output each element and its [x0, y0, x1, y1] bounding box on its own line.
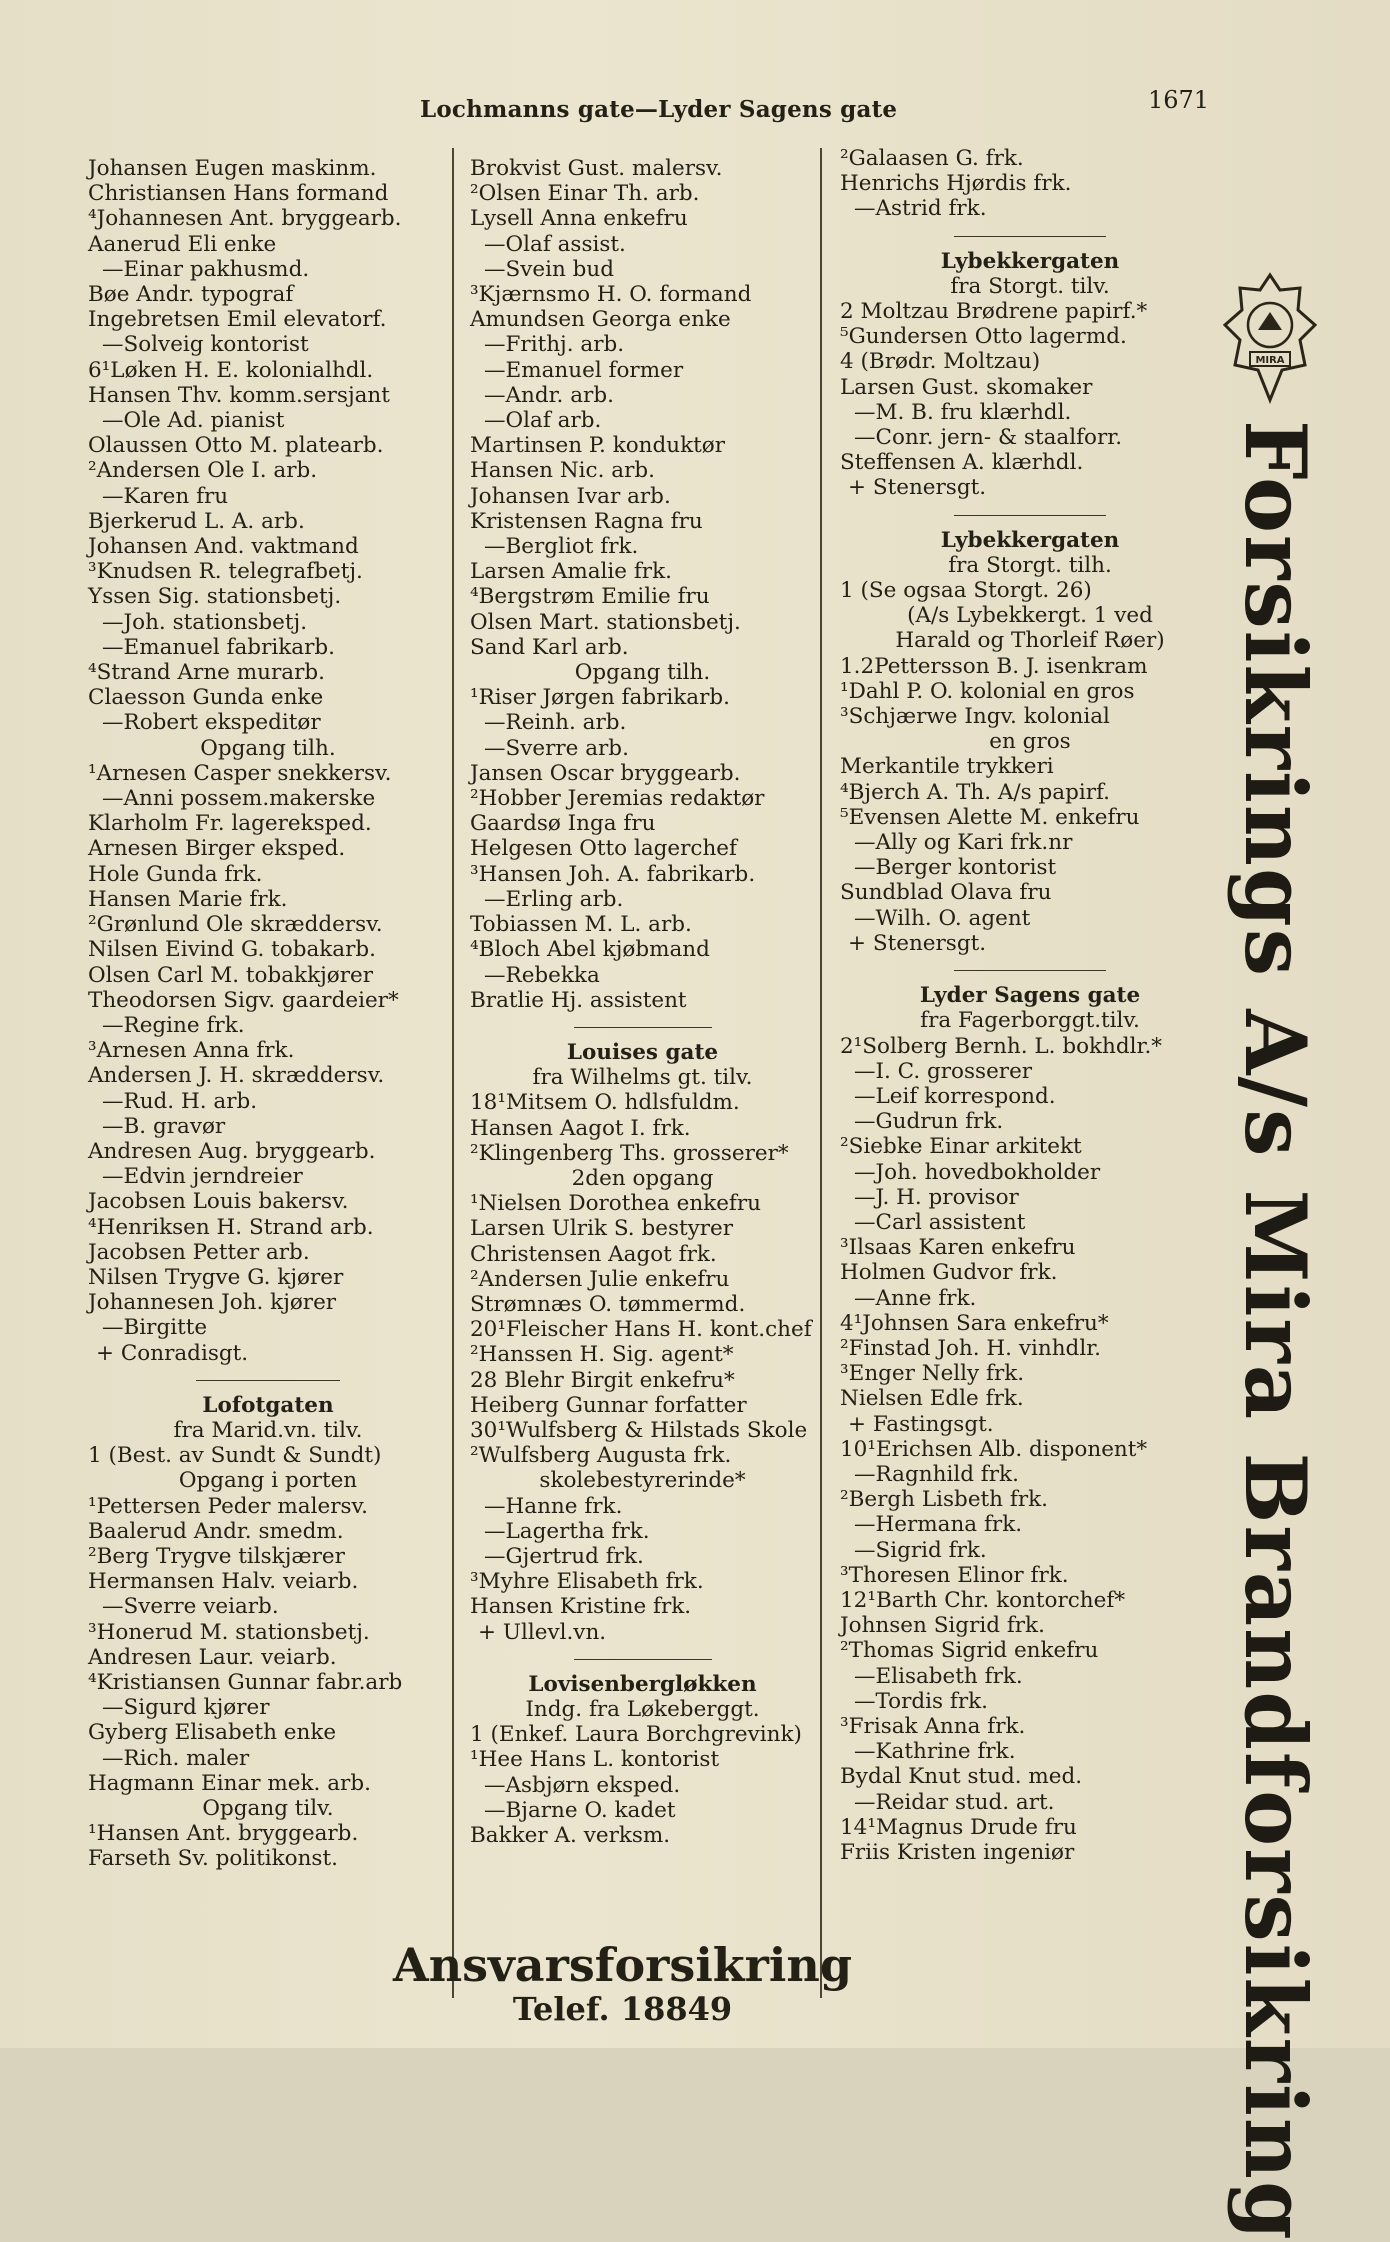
section-separator	[574, 1659, 712, 1660]
mira-advertisement: Forsikrings A/s Mira Brandforsikring	[1226, 420, 1325, 2242]
resident-entry: Hansen Aagot I. frk.	[470, 1115, 691, 1141]
resident-entry: —Rebekka	[484, 962, 600, 988]
column-2	[470, 156, 815, 1848]
resident-entry: Baalerud Andr. smedm.	[88, 1518, 344, 1544]
cross-street: + Stenersgt.	[848, 475, 987, 501]
resident-entry: ⁴Bloch Abel kjøbmand	[470, 937, 710, 963]
resident-entry: —Joh. hovedbokholder	[854, 1159, 1101, 1185]
resident-entry: —Anni possem.makerske	[102, 786, 376, 812]
resident-entry: 2¹Solberg Bernh. L. bokhdlr.*	[840, 1033, 1163, 1059]
entry-note: Opgang tilh.	[574, 660, 711, 686]
resident-entry: ²Bergh Lisbeth frk.	[840, 1487, 1048, 1513]
resident-entry: Hansen Kristine frk.	[470, 1594, 692, 1620]
entry-note: Opgang tilv.	[202, 1796, 334, 1821]
section-separator	[196, 1380, 340, 1381]
resident-entry: Andresen Aug. bryggearb.	[88, 1138, 376, 1164]
resident-entry: 10¹Erichsen Alb. disponent*	[840, 1436, 1148, 1462]
cross-street: + Fastingsgt.	[848, 1411, 994, 1437]
resident-entry: Sand Karl arb.	[470, 634, 629, 660]
resident-entry: 20¹Fleischer Hans H. kont.chef	[470, 1317, 812, 1343]
resident-entry: —Hanne frk.	[484, 1493, 623, 1519]
resident-entry: ⁴Kristiansen Gunnar fabr.arb	[88, 1669, 403, 1695]
entry-note: fra Marid.vn. tilv.	[173, 1417, 363, 1443]
resident-entry: Hermansen Halv. veiarb.	[88, 1569, 359, 1595]
resident-entry: Sundblad Olava fru	[840, 880, 1052, 906]
resident-entry: ²Galaasen G. frk.	[840, 146, 1024, 171]
resident-entry: —Einar pakhusmd.	[102, 256, 310, 282]
resident-entry: Steffensen A. klærhdl.	[840, 450, 1084, 476]
resident-entry: Lysell Anna enkefru	[470, 206, 688, 232]
resident-entry: Johansen Eugen maskinm.	[88, 156, 377, 181]
resident-entry: —Berger kontorist	[854, 855, 1057, 881]
resident-entry: —Sverre arb.	[484, 735, 629, 761]
resident-entry: 28 Blehr Birgit enkefru*	[470, 1367, 735, 1393]
entry-note: en gros	[989, 729, 1071, 755]
resident-entry: Hansen Marie frk.	[88, 886, 288, 912]
resident-entry: —B. gravør	[102, 1113, 226, 1139]
cross-street: + Ullevl.vn.	[478, 1619, 607, 1645]
resident-entry: Olsen Mart. stationsbetj.	[470, 609, 741, 635]
resident-entry: Amundsen Georga enke	[470, 307, 731, 333]
resident-entry: —Joh. stationsbetj.	[102, 609, 308, 635]
resident-entry: —Ole Ad. pianist	[102, 408, 285, 434]
resident-entry: —Edvin jerndreier	[102, 1164, 303, 1190]
footer-ad-title: Ansvarsforsikring	[393, 1938, 852, 1992]
resident-entry: ²Hobber Jeremias redaktør	[470, 786, 765, 812]
resident-entry: —I. C. grosserer	[854, 1058, 1033, 1084]
resident-entry: —Bergliot frk.	[484, 534, 639, 560]
cross-street: + Stenersgt.	[848, 930, 987, 956]
resident-entry: —Conr. jern- & staalforr.	[854, 425, 1123, 451]
resident-entry: ⁵Gundersen Otto lagermd.	[840, 324, 1127, 350]
resident-entry: ²Klingenberg Ths. grosserer*	[470, 1140, 789, 1166]
resident-entry: ²Andersen Ole I. arb.	[88, 458, 318, 484]
section-separator	[574, 1027, 712, 1028]
resident-entry: Gyberg Elisabeth enke	[88, 1720, 337, 1746]
entry-note: (A/s Lybekkergt. 1 ved	[907, 603, 1153, 629]
resident-entry: —Astrid frk.	[854, 196, 987, 222]
mira-shield-logo	[1220, 270, 1320, 410]
resident-entry: Bjerkerud L. A. arb.	[88, 508, 305, 534]
resident-entry: 30¹Wulfsberg & Hilstads Skole	[470, 1417, 808, 1443]
resident-entry: Tobiassen M. L. arb.	[470, 912, 692, 938]
resident-entry: —Emanuel fabrikarb.	[102, 634, 335, 660]
resident-entry: —Ragnhild frk.	[854, 1461, 1019, 1487]
resident-entry: —Elisabeth frk.	[854, 1663, 1023, 1689]
resident-entry: —Hermana frk.	[854, 1512, 1023, 1538]
resident-entry: 12¹Barth Chr. kontorchef*	[840, 1587, 1126, 1613]
resident-entry: Larsen Gust. skomaker	[840, 374, 1093, 400]
resident-entry: ⁴Strand Arne murarb.	[88, 660, 325, 686]
resident-entry: —Sigrid frk.	[854, 1537, 987, 1563]
entry-note: skolebestyrerinde*	[539, 1468, 746, 1494]
column-divider	[820, 148, 822, 1998]
resident-entry: Johnsen Sigrid frk.	[840, 1613, 1045, 1639]
resident-entry: Arnesen Birger eksped.	[88, 836, 346, 862]
entry-note: Opgang tilh.	[200, 735, 336, 761]
resident-entry: Bøe Andr. typograf	[88, 282, 294, 308]
resident-entry: —Ally og Kari frk.nr	[854, 830, 1073, 856]
resident-entry: Christensen Aagot frk.	[470, 1241, 717, 1267]
resident-entry: Johansen Ivar arb.	[470, 483, 671, 509]
section-separator	[954, 515, 1106, 516]
resident-entry: ²Wulfsberg Augusta frk.	[470, 1443, 732, 1469]
resident-entry: Merkantile trykkeri	[840, 754, 1054, 780]
resident-entry: —Robert ekspeditør	[102, 710, 321, 736]
entry-note: Indg. fra Løkeberggt.	[525, 1696, 760, 1722]
resident-entry: ⁴Bjerch A. Th. A/s papirf.	[840, 779, 1111, 805]
resident-entry: Aanerud Eli enke	[88, 231, 277, 257]
column-3	[840, 146, 1220, 1865]
resident-entry: —Frithj. arb.	[484, 332, 625, 358]
entry-note: fra Storgt. tilv.	[950, 273, 1110, 299]
column-divider	[452, 148, 454, 1998]
resident-entry: Larsen Ulrik S. bestyrer	[470, 1216, 734, 1242]
resident-entry: Strømnæs O. tømmermd.	[470, 1291, 746, 1317]
section-separator	[954, 970, 1106, 971]
resident-entry: 4¹Johnsen Sara enkefru*	[840, 1310, 1109, 1336]
resident-entry: —Leif korrespond.	[854, 1083, 1056, 1109]
resident-entry: ¹Riser Jørgen fabrikarb.	[470, 685, 730, 711]
resident-entry: Friis Kristen ingeniør	[840, 1840, 1075, 1865]
resident-entry: Olaussen Otto M. platearb.	[88, 433, 384, 459]
street-heading: Louises gate	[566, 1039, 719, 1065]
resident-entry: —Olaf assist.	[484, 231, 626, 257]
resident-entry: —Gjertrud frk.	[484, 1543, 644, 1569]
resident-entry: ¹Hansen Ant. bryggearb.	[88, 1821, 359, 1847]
footer-telephone: Telef. 18849	[512, 1990, 733, 2028]
resident-entry: Hole Gunda frk.	[88, 861, 263, 887]
resident-entry: Helgesen Otto lagerchef	[470, 836, 737, 862]
street-heading: Lovisenbergløkken	[528, 1671, 757, 1697]
resident-entry: —Kathrine frk.	[854, 1739, 1016, 1765]
street-heading: Lybekkergaten	[940, 527, 1120, 553]
resident-entry: Johansen And. vaktmand	[88, 534, 359, 560]
resident-entry: Jacobsen Petter arb.	[88, 1239, 310, 1265]
resident-entry: ²Thomas Sigrid enkefru	[840, 1638, 1099, 1664]
street-heading: Lofotgaten	[202, 1392, 334, 1418]
section-separator	[954, 236, 1106, 237]
resident-entry: —Svein bud	[484, 256, 615, 282]
entry-note: Harald og Thorleif Røer)	[895, 628, 1165, 654]
resident-entry: Andersen J. H. skræddersv.	[88, 1063, 385, 1089]
resident-entry: —Olaf arb.	[484, 408, 602, 434]
resident-entry: 4 (Brødr. Moltzau)	[840, 349, 1041, 375]
resident-entry: Hansen Nic. arb.	[470, 458, 655, 484]
resident-entry: Holmen Gudvor frk.	[840, 1260, 1058, 1286]
resident-entry: ³Arnesen Anna frk.	[88, 1038, 295, 1064]
resident-entry: Bakker A. verksm.	[470, 1823, 671, 1848]
resident-entry: ³Frisak Anna frk.	[840, 1713, 1026, 1739]
resident-entry: 6¹Løken H. E. kolonialhdl.	[88, 357, 374, 383]
resident-entry: Klarholm Fr. lagereksped.	[88, 811, 372, 837]
resident-entry: 1.2Pettersson B. J. isenkram	[840, 653, 1148, 679]
column-1	[88, 156, 448, 1872]
resident-entry: Brokvist Gust. malersv.	[470, 156, 723, 181]
resident-entry: ²Hanssen H. Sig. agent*	[470, 1342, 734, 1368]
svg-text:MIRA: MIRA	[1255, 355, 1285, 366]
resident-entry: ²Berg Trygve tilskjærer	[88, 1543, 345, 1569]
resident-entry: Olsen Carl M. tobakkjører	[88, 962, 373, 988]
resident-entry: —Karen fru	[102, 483, 229, 509]
resident-entry: —Regine frk.	[102, 1012, 245, 1038]
resident-entry: Henrichs Hjørdis frk.	[840, 171, 1072, 197]
resident-entry: Ingebretsen Emil elevatorf.	[88, 307, 387, 333]
resident-entry: Yssen Sig. stationsbetj.	[88, 584, 342, 610]
cross-street: + Conradisgt.	[96, 1340, 249, 1366]
entry-note: fra Wilhelms gt. tilv.	[532, 1065, 753, 1091]
resident-entry: ¹Dahl P. O. kolonial en gros	[840, 678, 1135, 704]
resident-entry: Theodorsen Sigv. gaardeier*	[88, 987, 399, 1013]
resident-entry: ⁴Henriksen H. Strand arb.	[88, 1214, 374, 1240]
resident-entry: Heiberg Gunnar forfatter	[470, 1392, 747, 1418]
resident-entry: ⁴Johannesen Ant. bryggearb.	[88, 206, 402, 232]
resident-entry: ¹Pettersen Peder malersv.	[88, 1493, 368, 1519]
resident-entry: ³Enger Nelly frk.	[840, 1361, 1025, 1387]
resident-entry: ²Andersen Julie enkefru	[470, 1266, 730, 1292]
resident-entry: Kristensen Ragna fru	[470, 508, 703, 534]
resident-entry: Jansen Oscar bryggearb.	[470, 760, 741, 786]
resident-entry: —Anne frk.	[854, 1285, 977, 1311]
resident-entry: Farseth Sv. politikonst.	[88, 1846, 338, 1872]
resident-entry: Nielsen Edle frk.	[840, 1386, 1024, 1412]
resident-entry: Nilsen Trygve G. kjører	[88, 1264, 344, 1290]
resident-entry: Hansen Thv. komm.sersjant	[88, 382, 390, 408]
resident-entry: —Solveig kontorist	[102, 332, 309, 358]
resident-entry: Johannesen Joh. kjører	[88, 1290, 337, 1316]
resident-entry: —Wilh. O. agent	[854, 905, 1031, 931]
entry-note: Opgang i porten	[178, 1468, 358, 1494]
resident-entry: ³Myhre Elisabeth frk.	[470, 1569, 704, 1595]
resident-entry: —Erling arb.	[484, 886, 624, 912]
resident-entry: Claesson Gunda enke	[88, 685, 324, 711]
resident-entry: ¹Nielsen Dorothea enkefru	[470, 1191, 762, 1217]
resident-entry: ³Kjærnsmo H. O. formand	[470, 282, 752, 308]
resident-entry: 1 (Enkef. Laura Borchgrevink)	[470, 1722, 802, 1748]
resident-entry: ²Finstad Joh. H. vinhdlr.	[840, 1335, 1101, 1361]
resident-entry: —Birgitte	[102, 1315, 208, 1341]
resident-entry: ²Siebke Einar arkitekt	[840, 1134, 1082, 1160]
resident-entry: ⁴Bergstrøm Emilie fru	[470, 584, 710, 610]
resident-entry: Nilsen Eivind G. tobakarb.	[88, 937, 377, 963]
resident-entry: Bratlie Hj. assistent	[470, 987, 687, 1013]
resident-entry: 1 (Best. av Sundt & Sundt)	[88, 1443, 382, 1469]
resident-entry: ³Hansen Joh. A. fabrikarb.	[470, 861, 756, 887]
resident-entry: ³Knudsen R. telegrafbetj.	[88, 559, 363, 585]
resident-entry: —Reinh. arb.	[484, 710, 627, 736]
resident-entry: —Rud. H. arb.	[102, 1088, 258, 1114]
entry-note: fra Storgt. tilh.	[948, 552, 1112, 578]
resident-entry: —Asbjørn eksped.	[484, 1772, 681, 1798]
resident-entry: ³Schjærwe Ingv. kolonial	[840, 704, 1110, 730]
resident-entry: —Bjarne O. kadet	[484, 1797, 676, 1823]
resident-entry: 18¹Mitsem O. hdlsfuldm.	[470, 1090, 740, 1116]
resident-entry: ¹Hee Hans L. kontorist	[470, 1747, 720, 1773]
page-number: 1671	[1148, 86, 1210, 114]
resident-entry: ¹Arnesen Casper snekkersv.	[88, 760, 392, 786]
resident-entry: Gaardsø Inga fru	[470, 811, 656, 837]
resident-entry: —Andr. arb.	[484, 382, 614, 408]
resident-entry: Jacobsen Louis bakersv.	[88, 1189, 349, 1215]
resident-entry: —Gudrun frk.	[854, 1109, 1004, 1135]
resident-entry: Martinsen P. konduktør	[470, 433, 726, 459]
resident-entry: ²Grønlund Ole skræddersv.	[88, 912, 383, 938]
resident-entry: 1 (Se ogsaa Storgt. 26)	[840, 578, 1092, 604]
resident-entry: ³Ilsaas Karen enkefru	[840, 1235, 1076, 1261]
resident-entry: —Sigurd kjører	[102, 1695, 270, 1721]
resident-entry: Larsen Amalie frk.	[470, 559, 672, 585]
resident-entry: —Rich. maler	[102, 1745, 250, 1771]
entry-note: 2den opgang	[571, 1165, 714, 1191]
resident-entry: —Carl assistent	[854, 1209, 1026, 1235]
resident-entry: —J. H. provisor	[854, 1184, 1019, 1210]
entry-note: fra Fagerborggt.tilv.	[920, 1008, 1140, 1034]
resident-entry: ³Honerud M. stationsbetj.	[88, 1619, 370, 1645]
resident-entry: —M. B. fru klærhdl.	[854, 399, 1072, 425]
resident-entry: —Lagertha frk.	[484, 1518, 650, 1544]
resident-entry: —Tordis frk.	[854, 1688, 988, 1714]
resident-entry: Bydal Knut stud. med.	[840, 1764, 1083, 1790]
resident-entry: —Sverre veiarb.	[102, 1594, 279, 1620]
street-heading: Lyder Sagens gate	[919, 983, 1141, 1009]
resident-entry: ³Thoresen Elinor frk.	[840, 1562, 1069, 1588]
resident-entry: Hagmann Einar mek. arb.	[88, 1770, 371, 1796]
street-heading: Lybekkergaten	[940, 248, 1120, 274]
resident-entry: 2 Moltzau Brødrene papirf.*	[840, 299, 1148, 325]
resident-entry: ⁵Evensen Alette M. enkefru	[840, 804, 1140, 830]
resident-entry: ²Olsen Einar Th. arb.	[470, 181, 700, 207]
resident-entry: 14¹Magnus Drude fru	[840, 1814, 1077, 1840]
page-header: Lochmanns gate—Lyder Sagens gate	[420, 96, 898, 123]
resident-entry: Andresen Laur. veiarb.	[88, 1644, 337, 1670]
resident-entry: Christiansen Hans formand	[88, 181, 389, 207]
resident-entry: —Reidar stud. art.	[854, 1789, 1055, 1815]
resident-entry: —Emanuel former	[484, 357, 684, 383]
